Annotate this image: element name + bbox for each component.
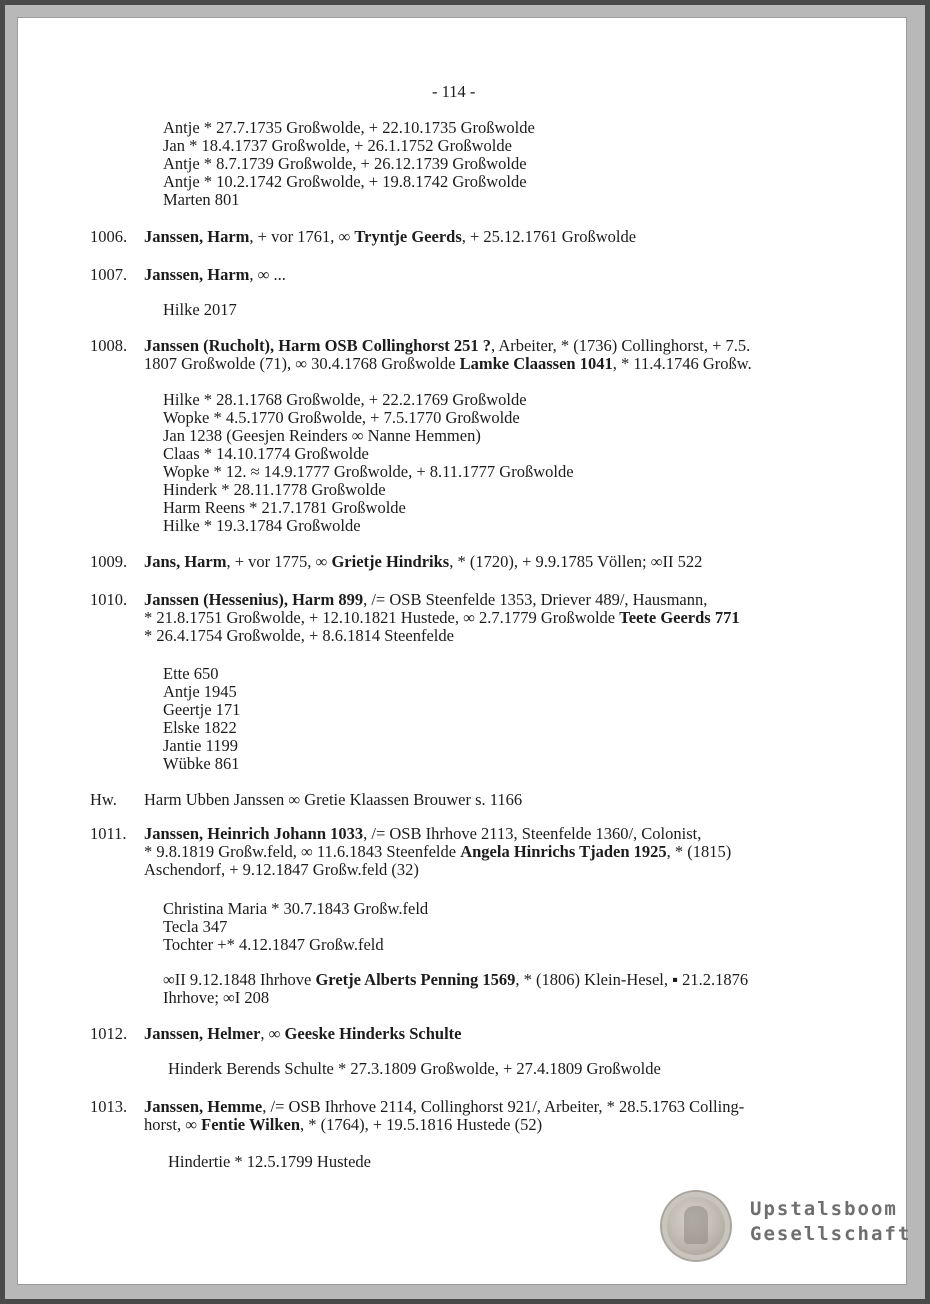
- child-line: Harm Reens * 21.7.1781 Großwolde: [163, 498, 406, 517]
- entry-number: 1006.: [90, 227, 128, 246]
- entry-1010: Janssen (Hessenius), Harm 899, /= OSB Steenfelde 1353, Driever 489/, Hausmann,: [144, 590, 708, 609]
- entry-1010-line3: * 26.4.1754 Großwolde, + 8.6.1814 Steenfelde: [144, 626, 454, 645]
- child-line: Hilke * 19.3.1784 Großwolde: [163, 516, 361, 535]
- entry-number: 1010.: [90, 590, 128, 609]
- hw-text: Harm Ubben Janssen ∞ Gretie Klaassen Brouwer s. 1166: [144, 790, 523, 809]
- spouse-name: Gretje Alberts Penning 1569: [315, 970, 516, 989]
- society-seal-icon: [662, 1192, 730, 1260]
- person-name: Janssen, Hemme: [144, 1097, 263, 1116]
- entry-1007: Janssen, Harm, ∞ ...: [144, 265, 286, 284]
- child-line: Hindertie * 12.5.1799 Hustede: [168, 1152, 372, 1171]
- entry-1012: Janssen, Helmer, ∞ Geeske Hinderks Schulte: [144, 1024, 462, 1043]
- child-line: Hilke * 28.1.1768 Großwolde, + 22.2.1769 Großwolde: [163, 390, 527, 409]
- spouse-name: Angela Hinrichs Tjaden 1925: [460, 842, 667, 861]
- child-line: Elske 1822: [163, 718, 237, 737]
- child-line: Antje * 10.2.1742 Großwolde, + 19.8.1742 Großwolde: [163, 172, 527, 191]
- child-line: Jantie 1199: [163, 736, 238, 755]
- child-line: Marten 801: [163, 190, 240, 209]
- person-name: Jans, Harm: [144, 552, 227, 571]
- person-name: Janssen, Harm: [144, 265, 250, 284]
- entry-1008: Janssen (Rucholt), Harm OSB Collinghorst 251 ?, Arbeiter, * (1736) Collinghorst, + 7.5.: [144, 336, 751, 355]
- entry-1011-line2: * 9.8.1819 Großw.feld, ∞ 11.6.1843 Steenfelde Angela Hinrichs Tjaden 1925, * (1815): [144, 842, 732, 861]
- child-line: Wopke * 12. ≈ 14.9.1777 Großwolde, + 8.11.1777 Großwolde: [163, 462, 574, 481]
- child-line: Wopke * 4.5.1770 Großwolde, + 7.5.1770 Großwolde: [163, 408, 520, 427]
- child-line: Wübke 861: [163, 754, 240, 773]
- entry-1011-line3: Aschendorf, + 9.12.1847 Großw.feld (32): [144, 860, 419, 879]
- child-line: Tecla 347: [163, 917, 228, 936]
- spouse-name: Geeske Hinderks Schulte: [284, 1024, 462, 1043]
- child-line: Ette 650: [163, 664, 219, 683]
- entry-1009: Jans, Harm, + vor 1775, ∞ Grietje Hindriks, * (1720), + 9.9.1785 Völlen; ∞II 522: [144, 552, 703, 571]
- entry-1013: Janssen, Hemme, /= OSB Ihrhove 2114, Collinghorst 921/, Arbeiter, * 28.5.1763 Colling-: [144, 1097, 745, 1116]
- child-line: Hilke 2017: [163, 300, 237, 319]
- entry-1011: Janssen, Heinrich Johann 1033, /= OSB Ihrhove 2113, Steenfelde 1360/, Colonist,: [144, 824, 702, 843]
- document-page: [17, 17, 912, 1285]
- child-line: Antje * 8.7.1739 Großwolde, + 26.12.1739 Großwolde: [163, 154, 527, 173]
- entry-1013-line2: horst, ∞ Fentie Wilken, * (1764), + 19.5.1816 Hustede (52): [144, 1115, 543, 1134]
- child-line: Jan * 18.4.1737 Großwolde, + 26.1.1752 Großwolde: [163, 136, 512, 155]
- entry-number: 1008.: [90, 336, 128, 355]
- spouse-name: Lamke Claassen 1041: [459, 354, 613, 373]
- entry-number: 1013.: [90, 1097, 128, 1116]
- hw-label: Hw.: [90, 790, 117, 809]
- child-line: Geertje 171: [163, 700, 241, 719]
- child-line: Hinderk Berends Schulte * 27.3.1809 Großwolde, + 27.4.1809 Großwolde: [168, 1059, 661, 1078]
- child-line: Antje 1945: [163, 682, 237, 701]
- entry-number: 1009.: [90, 552, 128, 571]
- entry-number: 1012.: [90, 1024, 128, 1043]
- child-line: Tochter +* 4.12.1847 Großw.feld: [163, 935, 384, 954]
- logo-line2: Gesellschaft: [750, 1223, 912, 1245]
- person-name: Janssen, Heinrich Johann 1033: [144, 824, 364, 843]
- person-name: Janssen, Helmer: [144, 1024, 261, 1043]
- page-number: - 114 -: [432, 82, 476, 101]
- entry-1010-line2: * 21.8.1751 Großwolde, + 12.10.1821 Hustede, ∞ 2.7.1779 Großwolde Teete Geerds 771: [144, 608, 740, 627]
- spouse-name: Grietje Hindriks: [331, 552, 450, 571]
- child-line: Antje * 27.7.1735 Großwolde, + 22.10.1735 Großwolde: [163, 118, 535, 137]
- person-name: Janssen, Harm: [144, 227, 250, 246]
- entry-1008-line2: 1807 Großwolde (71), ∞ 30.4.1768 Großwolde Lamke Claassen 1041, * 11.4.1746 Großw.: [144, 354, 752, 373]
- spouse-name: Teete Geerds 771: [619, 608, 740, 627]
- person-name: Janssen (Rucholt), Harm OSB Collinghorst 251 ?: [144, 336, 491, 355]
- spouse-name: Fentie Wilken: [201, 1115, 300, 1134]
- child-line: Hinderk * 28.11.1778 Großwolde: [163, 480, 386, 499]
- child-line: Claas * 14.10.1774 Großwolde: [163, 444, 369, 463]
- second-marriage: ∞II 9.12.1848 Ihrhove Gretje Alberts Penning 1569, * (1806) Klein-Hesel, ▪ 21.2.1876: [163, 970, 749, 989]
- person-name: Janssen (Hessenius), Harm 899: [144, 590, 364, 609]
- spouse-name: Tryntje Geerds: [354, 227, 462, 246]
- entry-number: 1007.: [90, 265, 128, 284]
- entry-1006: Janssen, Harm, + vor 1761, ∞ Tryntje Geerds, + 25.12.1761 Großwolde: [144, 227, 637, 246]
- entry-number: 1011.: [90, 824, 127, 843]
- logo-line1: Upstalsboom: [750, 1198, 898, 1220]
- child-line: Jan 1238 (Geesjen Reinders ∞ Nanne Hemmen): [163, 426, 481, 445]
- child-line: Christina Maria * 30.7.1843 Großw.feld: [163, 899, 429, 918]
- second-marriage-line2: Ihrhove; ∞I 208: [163, 988, 270, 1007]
